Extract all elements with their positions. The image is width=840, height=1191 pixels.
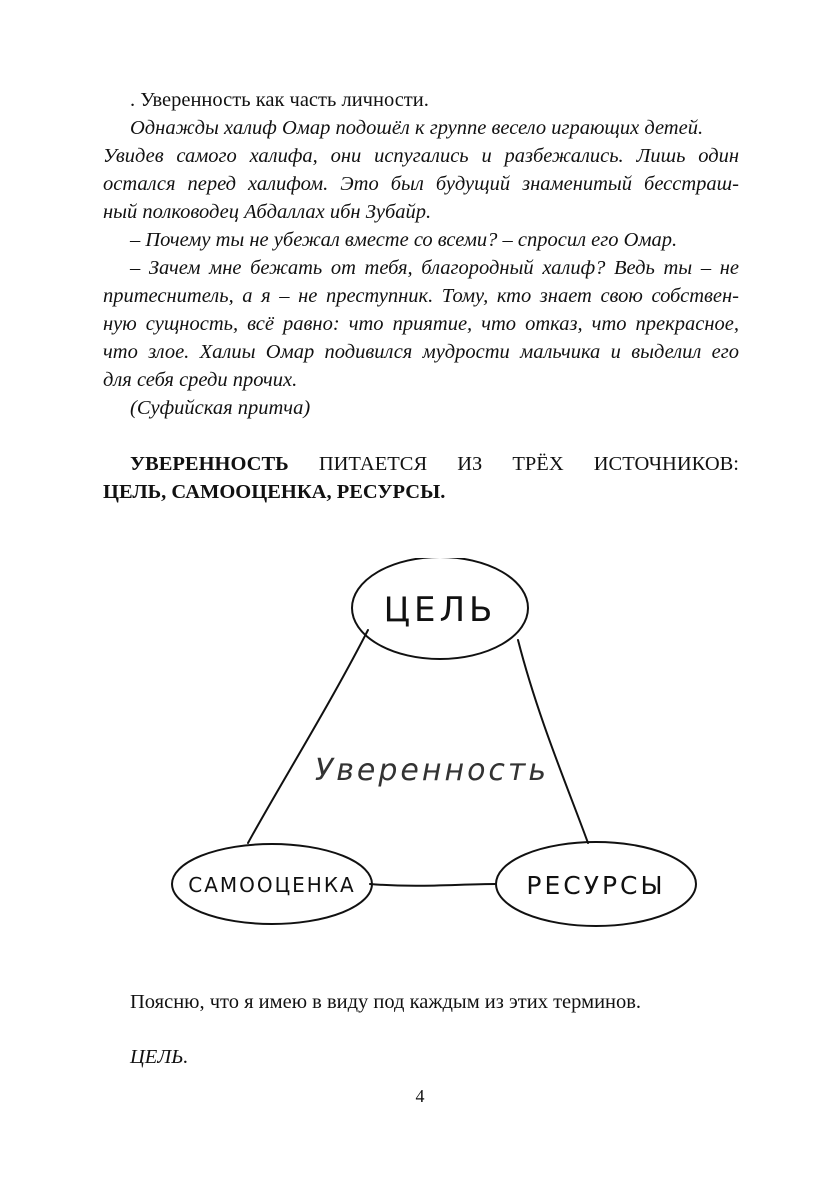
explanation-text: Поясню, что я имею в виду под каждым из этих терминов. bbox=[130, 991, 642, 1013]
connector-selfesteem-resources bbox=[370, 884, 496, 886]
sources-keyword: УВЕРЕННОСТЬ bbox=[130, 453, 289, 475]
page-number: 4 bbox=[415, 1086, 425, 1106]
connector-goal-resources bbox=[518, 640, 588, 843]
confidence-label: Уверенность bbox=[314, 753, 550, 788]
parable-line: – Почему ты не убежал вместе со всеми? – спросил его Омар. bbox=[130, 229, 678, 251]
parable-source: (Суфийская притча) bbox=[130, 397, 311, 419]
parable-line: остался перед халифом. Это был будущий знаменитый бесстраш- bbox=[103, 173, 739, 195]
parable-line: что злое. Халиы Омар подивился мудрости мальчика и выделил его bbox=[103, 341, 739, 363]
goal-label: ЦЕЛЬ bbox=[383, 590, 497, 630]
parable-line: ную сущность, всё равно: что приятие, что отказ, что прекрасное, bbox=[103, 313, 739, 335]
parable-line: Увидев самого халифа, они испугались и разбежались. Лишь один bbox=[103, 145, 739, 167]
parable-line: Однажды халиф Омар подошёл к группе весело играющих детей. bbox=[130, 117, 704, 139]
parable-line: ный полководец Абдаллах ибн Зубайр. bbox=[103, 201, 432, 223]
parable-line: притеснитель, а я – не преступник. Тому, кто знает свою собствен- bbox=[103, 285, 739, 307]
confidence-diagram bbox=[168, 558, 700, 930]
sources-items: ЦЕЛЬ, САМООЦЕНКА, РЕСУРСЫ. bbox=[103, 481, 446, 503]
parable-line: для себя среди прочих. bbox=[103, 369, 298, 391]
term-heading: ЦЕЛЬ. bbox=[130, 1046, 189, 1068]
sources-text: ПИТАЕТСЯ ИЗ ТРЁХ ИСТОЧНИКОВ: bbox=[318, 453, 740, 475]
sources-list bbox=[103, 478, 739, 506]
connector-goal-selfesteem bbox=[248, 630, 368, 843]
resources-label: РЕСУРСЫ bbox=[526, 871, 666, 900]
parable-line: – Зачем мне бежать от тебя, благородный халиф? Ведь ты – не bbox=[130, 257, 739, 279]
sources-statement bbox=[130, 450, 739, 478]
section-heading: . Уверенность как часть личности. bbox=[130, 89, 429, 111]
selfesteem-label: САМООЦЕНКА bbox=[188, 873, 356, 897]
